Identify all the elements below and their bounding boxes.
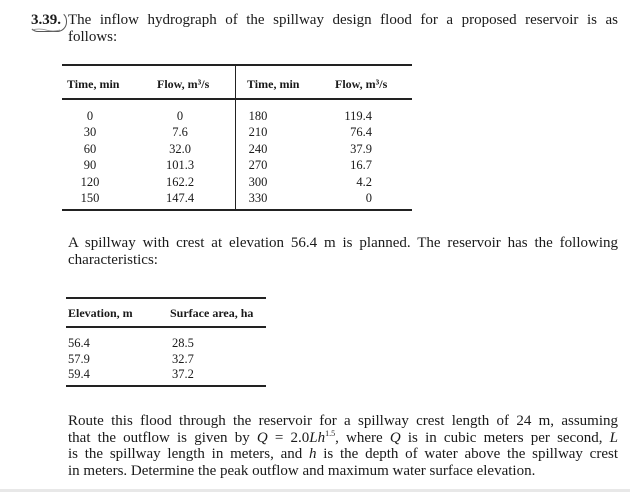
exponent: 1.5 [325, 428, 336, 438]
header-flow-right: Flow, m³/s [335, 77, 388, 91]
table-cell: 180 [248, 109, 268, 123]
spillway-line-2: characteristics: [68, 251, 158, 268]
table-cell: 37.2 [172, 367, 194, 381]
header-elevation: Elevation, m [68, 306, 133, 320]
table-cell: 4.2 [356, 174, 372, 189]
hydrograph-table-header-rule [62, 98, 412, 100]
table-cell: 57.9 [68, 351, 90, 366]
table-cell: 32.7 [172, 351, 194, 366]
text-run: is in cubic meters per second, [400, 429, 610, 446]
table-cell: 0 [365, 191, 372, 206]
elevation-table-header-rule [66, 326, 266, 328]
hydrograph-table-bottom-rule [62, 209, 412, 211]
table-cell: 0 [176, 109, 184, 123]
symbol-l: L [609, 429, 618, 446]
table-cell: 150 [80, 191, 100, 206]
column-flow-right [328, 108, 372, 206]
table-cell: 120 [80, 174, 100, 189]
symbol-h: h [317, 429, 326, 446]
text-run: is the depth of water above the spillway crest [316, 446, 618, 462]
table-cell: 119.4 [344, 109, 372, 123]
column-surface-area [172, 336, 194, 383]
header-surface-area: Surface area, ha [170, 306, 254, 320]
symbol-h: h [308, 446, 317, 462]
table-cell: 270 [248, 158, 268, 173]
page-bottom-edge [0, 489, 630, 492]
table-cell: 147.4 [165, 191, 195, 206]
column-time-left [70, 108, 110, 206]
elevation-table-bottom-rule [66, 385, 266, 387]
spillway-paragraph [68, 235, 618, 268]
symbol-l: L [309, 429, 318, 446]
route-line-1: Route this flood through the reservoir for a spillway crest length of 24 m, assuming [68, 413, 618, 429]
route-paragraph [68, 413, 618, 479]
table-cell: 16.7 [350, 158, 372, 173]
route-line-3 [68, 446, 618, 463]
table-cell: 30 [83, 125, 97, 140]
table-cell: 59.4 [68, 367, 90, 381]
table-cell: 101.3 [165, 158, 195, 173]
spillway-line-1: A spillway with crest at elevation 56.4 m is planned. The reservoir has the following [68, 235, 618, 251]
intro-line-1: The inflow hydrograph of the spillway design flood for a proposed reservoir is as [68, 12, 618, 28]
table-cell: 28.5 [172, 336, 194, 350]
column-elevation [68, 336, 90, 383]
table-cell: 37.9 [350, 141, 372, 156]
intro-paragraph [68, 12, 618, 45]
table-cell: 210 [248, 125, 268, 140]
route-line-2 [68, 430, 618, 447]
header-flow-left: Flow, m³/s [157, 77, 210, 91]
table-cell: 330 [248, 191, 268, 206]
table-cell: 0 [86, 109, 94, 123]
intro-line-2: follows: [68, 28, 118, 45]
table-cell: 240 [248, 141, 268, 156]
table-cell: 56.4 [68, 336, 90, 350]
symbol-q: Q [256, 429, 268, 446]
symbol-q: Q [389, 429, 401, 446]
table-cell: 300 [248, 174, 268, 189]
text-run: is the spillway length in meters, and [68, 446, 309, 462]
column-time-right [238, 108, 278, 206]
table-cell: 7.6 [172, 125, 188, 140]
table-cell: 32.0 [169, 141, 191, 156]
text-run: = 2.0 [267, 429, 310, 446]
table-cell: 76.4 [350, 125, 372, 140]
table-cell: 90 [83, 158, 97, 173]
text-run: , where [335, 429, 390, 446]
hydrograph-table-top-rule [62, 64, 412, 66]
column-flow-left [158, 108, 202, 206]
header-time-left: Time, min [67, 77, 120, 91]
route-line-4: in meters. Determine the peak outflow and maximum water surface elevation. [68, 462, 536, 479]
problem-number: 3.39. [31, 12, 61, 28]
text-run: that the outflow is given by [68, 429, 257, 446]
elevation-table-top-rule [66, 297, 266, 299]
hydrograph-table-column-divider [235, 65, 236, 209]
table-cell: 60 [83, 141, 97, 156]
table-cell: 162.2 [165, 174, 195, 189]
header-time-right: Time, min [247, 77, 300, 91]
pen-scribble-mark [31, 28, 61, 32]
